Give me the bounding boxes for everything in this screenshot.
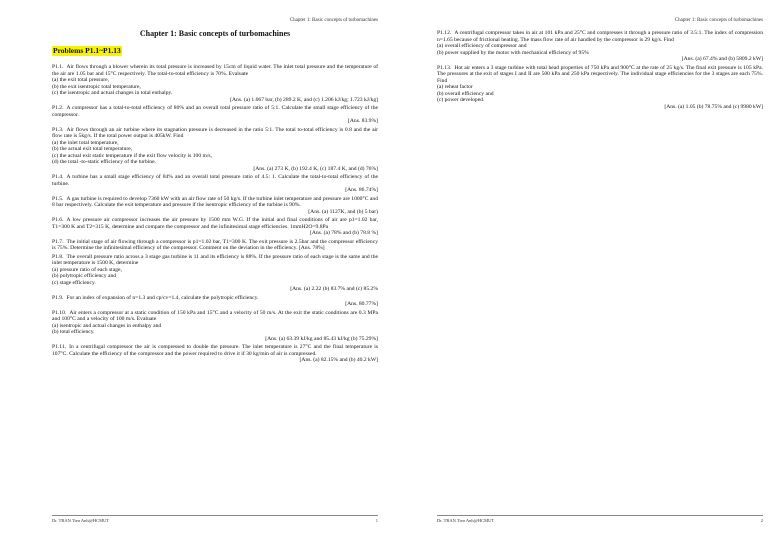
page-1 bbox=[52, 18, 378, 528]
problem-subitem: (b) the actual exit total temperature, bbox=[52, 146, 133, 152]
problem-subitem: (a) overall efficiency of compressor and bbox=[437, 43, 527, 49]
chapter-title: Chapter 1: Basic concepts of turbomachines bbox=[139, 29, 291, 38]
problem-answer: [Ans. (a) 273 K, (b) 192.4 K, (c) 187.4 K, and (d) 76%] bbox=[253, 165, 378, 172]
page-footer bbox=[52, 515, 378, 524]
problem-answer: [Ans. (a) 1.067 bar, (b) 289.2 K, and (c) 1.206 kJ/kg; 1.723 kJ/kg] bbox=[230, 96, 378, 103]
page-number: 1 bbox=[375, 518, 378, 523]
problem-item bbox=[52, 295, 378, 308]
problem-subitem: (b) polytropic efficiency and bbox=[52, 273, 117, 279]
problem-answer: [Ans. (a) 1127K, and (b) 5 bar) bbox=[308, 208, 378, 215]
running-header: Chapter 1: Basic concepts of turbomachines bbox=[674, 18, 763, 23]
problem-number: P1.12. bbox=[437, 30, 452, 36]
problem-subitem: (a) isentropic and actual changes in enthalpy and bbox=[52, 322, 162, 329]
problem-subitem: (a) the exit total pressure, bbox=[52, 77, 110, 83]
problem-subitem: (c) power developed. bbox=[437, 97, 485, 103]
problem-number: P1.1. bbox=[52, 64, 64, 70]
problem-item bbox=[52, 196, 378, 216]
problem-number: P1.8. bbox=[52, 253, 64, 260]
problem-list bbox=[52, 64, 378, 366]
problem-text: A low pressure air compressor increases the air pressure by 1500 mm W.G. If the initial and final conditions of air are p1=1.02 bar, T1=300 K and T2=315 K, determine and compare the compressor and the infinitesimal stage efficiencies. 1mmH2O=9.8Pa bbox=[52, 217, 378, 230]
problem-subitem: (b) the exit isentropic total temperature, bbox=[52, 83, 141, 90]
problem-text: In a centrifugal compressor the air is compressed to double the pressure. The inlet temperature is 27°C and the final temperature is 107°C. Calculate the efficiency of the compressor and the power required to drive it if 30 kg/min of air is compressed. bbox=[52, 344, 378, 357]
problem-item bbox=[52, 127, 378, 173]
problem-answer: [Ans. (a) 67.4% and (b) 5809.2 kW] bbox=[681, 56, 763, 62]
problem-number: P1.4. bbox=[52, 174, 64, 180]
footer-author: Dr. TRAN Tieu Anh@HCMUT bbox=[52, 518, 110, 523]
problem-subitem: (d) the total -to-static efficiency of the turbine. bbox=[52, 159, 156, 165]
problem-item bbox=[52, 254, 378, 293]
problem-number: P1.3. bbox=[52, 126, 64, 133]
problem-subitem: (c) the actual exit static temperature if the exit flow velocity is 100 m/s, bbox=[52, 152, 212, 159]
problem-item bbox=[52, 239, 378, 252]
problem-list bbox=[437, 30, 763, 112]
problem-answer: [Ans. (a) 82.15% and (b) 40.2 kW] bbox=[299, 357, 378, 363]
problem-text: Hot air enters a 3 stage turbine with total head properties of 750 kPa and 900°C at the rate of 25 kg/s. The final exit pressure is 105 kPa. The pressures at the exit of stages I and II are 500 kPa and 250 kPa respectively. The individual stage efficiencies for the 3 stages are each 75%. Find bbox=[437, 64, 763, 84]
problem-text: For an index of expansion of n=1.3 and cp/cv=1.4, calculate the polytropic efficiency. bbox=[66, 294, 259, 301]
problem-number: P1.2. bbox=[52, 105, 64, 111]
problem-answer: [Ans. (a) 1.05 (b) 78.75% and (c) 9980 kW] bbox=[664, 103, 763, 110]
problem-text: The overall pressure ratio across a 3 stage gas turbine is 11 and its efficiency is 88%. If the pressure ratio of each stage is the same and the inlet temperature is 1500 K, determine bbox=[52, 253, 378, 266]
problem-item bbox=[52, 310, 378, 343]
problem-text: Air enters a compressor at a static condition of 150 kPa and 15°C and a velocity of 50 m/s. At the exit the static conditions are 0.3 MPa and 100°C and a velocity of 100 m/s. Evaluate bbox=[52, 309, 378, 322]
problem-number: P1.9. bbox=[52, 294, 64, 301]
problem-number: P1.10. bbox=[52, 309, 67, 316]
problem-text: A centrifugal compressor takes in air at 101 kPa and 25°C and compresses it through a pressure ratio of 3.5:1. The index of compression n=1.65 because of frictional heating. The mass flow rate of air handled by the compressor is 29 kg/s. Find bbox=[437, 30, 763, 43]
problem-subitem: (b) total efficiency. bbox=[52, 329, 95, 335]
problem-text: A compressor has a total-to-total efficiency of 80% and an overall total pressure ratio of 5:1. Calculate the small stage efficiency of the compressor. bbox=[52, 105, 378, 118]
problem-text: Air flows through an air turbine where its stagnation pressure is decreased in the ratio 5:1. The total to-total efficiency is 0.8 and the air flow rate is 5kg/s. If the total power output is 405kW. Find bbox=[52, 126, 378, 139]
problem-number: P1.13. bbox=[437, 64, 452, 71]
problem-answer: [Ans. 83.9%] bbox=[348, 118, 378, 124]
problem-text: A gas turbine is required to develop 7360 kW with an air flow rate of 50 kg/s. If the turbine inlet temperature and pressure are 1000°C and 8 bar respectively. Calculate the exit temperature and pressure if the isentropic efficiency of the turbine is 90%. bbox=[52, 195, 378, 208]
problem-item bbox=[437, 65, 763, 111]
problem-text: The initial stage of air flowing through a compressor is p1=1.02 bar, T1=300 K. The exit pressure is 2.5bar and the compressor efficiency is 75%. Determine the infinitesimal efficiency of the compressor. Comment on the deviation in the efficiency. [Ans. 78%] bbox=[52, 238, 378, 251]
page-number: 2 bbox=[760, 518, 763, 523]
problem-answer: [Ans. (a) 63.39 kJ/kg and 85.43 kJ/kg (b) 75.29%] bbox=[265, 335, 378, 342]
problem-number: P1.7. bbox=[52, 238, 64, 245]
problem-item bbox=[52, 105, 378, 125]
page-2 bbox=[437, 18, 763, 528]
problem-item bbox=[437, 30, 763, 63]
problem-subitem: (a) reheat factor bbox=[437, 84, 473, 90]
section-heading: Problems P1.1~P1.13 bbox=[53, 46, 121, 55]
problem-number: P1.6. bbox=[52, 217, 64, 223]
problem-subitem: (b) power supplied by the motor with mechanical efficiency of 95% bbox=[437, 49, 589, 56]
problem-subitem: (b) overall efficiency and bbox=[437, 90, 494, 97]
problem-number: P1.11. bbox=[52, 344, 67, 350]
problem-answer: [Ans. 80.77%] bbox=[345, 301, 378, 307]
page-footer bbox=[437, 515, 763, 524]
problem-item bbox=[52, 174, 378, 194]
problem-answer: [Ans. 86.74%] bbox=[345, 187, 378, 193]
problem-item bbox=[52, 344, 378, 364]
problem-item bbox=[52, 217, 378, 237]
problem-text: A turbine has a small stage efficiency of 84% and an overall total pressure ratio of 4.5: 1. Calculate the total-to-total efficiency of the turbine. bbox=[52, 174, 378, 187]
problem-item bbox=[52, 64, 378, 103]
problem-subitem: (c) the isentropic and actual changes in total enthalpy. bbox=[52, 90, 173, 96]
running-header: Chapter 1: Basic concepts of turbomachines bbox=[289, 18, 378, 23]
problem-answer: [Ans. (a) 78% and (b) 78.8 %] bbox=[309, 230, 378, 236]
problem-subitem: (a) pressure ratio of each stage, bbox=[52, 266, 122, 273]
footer-author: Dr. TRAN Tieu Anh@HCMUT bbox=[437, 518, 495, 523]
problem-subitem: (c) stage efficiency. bbox=[52, 279, 96, 286]
problem-answer: [Ans. (a) 2.22 (b) 83.7% and (c) 85.2% bbox=[290, 286, 378, 292]
problem-subitem: (a) the inlet total temperature, bbox=[52, 139, 119, 146]
problem-text: Air flows through a blower wherein its total pressure is increased by 15cm of liquid water. The inlet total pressure and the temperature of the air are 1.05 bar and 15°C respectively. The total-to-total efficiency is 70%. Evaluate bbox=[52, 64, 378, 77]
problem-number: P1.5. bbox=[52, 195, 64, 202]
